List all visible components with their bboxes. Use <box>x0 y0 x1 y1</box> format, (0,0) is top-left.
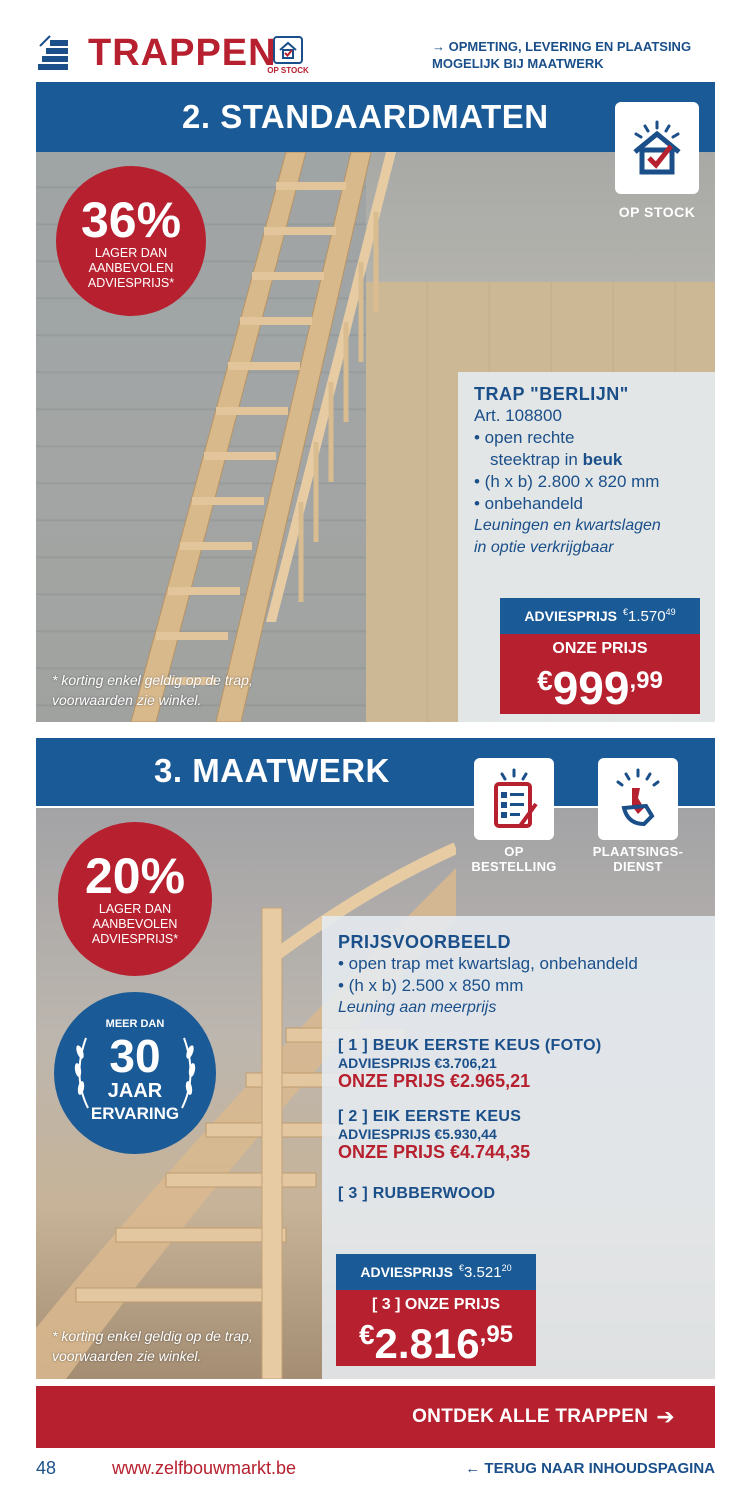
section-custom-made <box>36 738 715 1379</box>
house-check-icon <box>627 118 687 178</box>
website-link[interactable]: www.zelfbouwmarkt.be <box>112 1458 297 1478</box>
section-title: 3. MAATWERK <box>154 752 390 789</box>
header-service-info: → OPMETING, LEVERING EN PLAATSING MOGELIJK BIJ MAATWERK <box>432 39 692 71</box>
page-footer <box>36 1458 715 1484</box>
stairs-icon <box>36 34 70 72</box>
house-check-icon <box>278 41 298 59</box>
discount-disclaimer: * korting enkel geldig op de trap, voorwaarden zie winkel. <box>52 672 253 708</box>
product-art-number: Art. 108800 <box>474 406 562 425</box>
back-to-contents-link[interactable]: ← TERUG NAAR INHOUDSPAGINA <box>465 1460 715 1477</box>
discount-disclaimer: * korting enkel geldig op de trap, voorwaarden zie winkel. <box>52 1328 253 1364</box>
option-1: [ 1 ] BEUK EERSTE KEUS (FOTO) ADVIESPRIJS €3.706,21 ONZE PRIJS €2.965,21 <box>338 1037 602 1091</box>
page-header <box>0 0 750 82</box>
discount-badge: 20% LAGER DAN AANBEVOLEN ADVIESPRIJS* <box>58 822 212 976</box>
section-standard-sizes <box>36 82 715 722</box>
wrench-hand-icon <box>610 768 666 830</box>
experience-badge: MEER DAN 30 JAAR ERVARING <box>54 992 216 1154</box>
clipboard-order-icon <box>486 768 542 830</box>
on-order-badge: OP BESTELLING <box>466 758 562 874</box>
our-price: [ 3 ] ONZE PRIJS $^€2.816^{,95}$ <box>336 1290 536 1366</box>
discount-badge: 36% LAGER DAN AANBEVOLEN ADVIESPRIJS* <box>56 166 206 316</box>
section-title: 2. STANDAARDMATEN <box>182 98 549 135</box>
our-price: ONZE PRIJS $^€999^{,99}$ <box>500 634 700 714</box>
installation-service-badge: PLAATSINGS- DIENST <box>590 758 686 874</box>
advice-price: ADVIESPRIJS €1.570$^{49}$ <box>500 598 700 634</box>
option-3: [ 3 ] RUBBERWOOD <box>338 1185 496 1202</box>
arrow-right-icon: ➔ <box>656 1404 675 1429</box>
discover-all-stairs-button[interactable]: ONTDEK ALLE TRAPPEN ➔ <box>36 1386 715 1448</box>
header-stock-badge: OP STOCK <box>266 36 310 75</box>
stock-badge: OP STOCK <box>602 102 712 220</box>
page-number: 48 <box>36 1458 57 1478</box>
price-example-panel: PRIJSVOORBEELD • open trap met kwartslag, onbehandeld • (h x b) 2.500 x 850 mm Leuning aan meerprijs [ 1 ] BEUK EERSTE KEUS (FOTO) ADVIESPRIJS €3.706,21 ONZE PRIJS €2.965,21 [ 2 ] EIK EERSTE KEUS ADVIESPRIJS €5.930,44 ONZE PRIJS €4.744,35 [ 3 ] RUBBERWOOD <box>322 916 715 1379</box>
price-block <box>336 1254 536 1366</box>
page-title: TRAPPEN <box>88 32 277 74</box>
example-title: PRIJSVOORBEELD <box>338 932 512 952</box>
product-title: TRAP "BERLIJN" <box>474 384 629 404</box>
price-block <box>500 598 700 714</box>
product-info-panel: TRAP "BERLIJN" Art. 108800 • open rechte steektrap in beuk • (h x b) 2.800 x 820 mm • onbehandeld Leuningen en kwartslagen in optie verkrijgbaar <box>458 372 715 722</box>
advice-price: ADVIESPRIJS €3.521$^{20}$ <box>336 1254 536 1290</box>
option-2: [ 2 ] EIK EERSTE KEUS ADVIESPRIJS €5.930,44 ONZE PRIJS €4.744,35 <box>338 1108 531 1162</box>
